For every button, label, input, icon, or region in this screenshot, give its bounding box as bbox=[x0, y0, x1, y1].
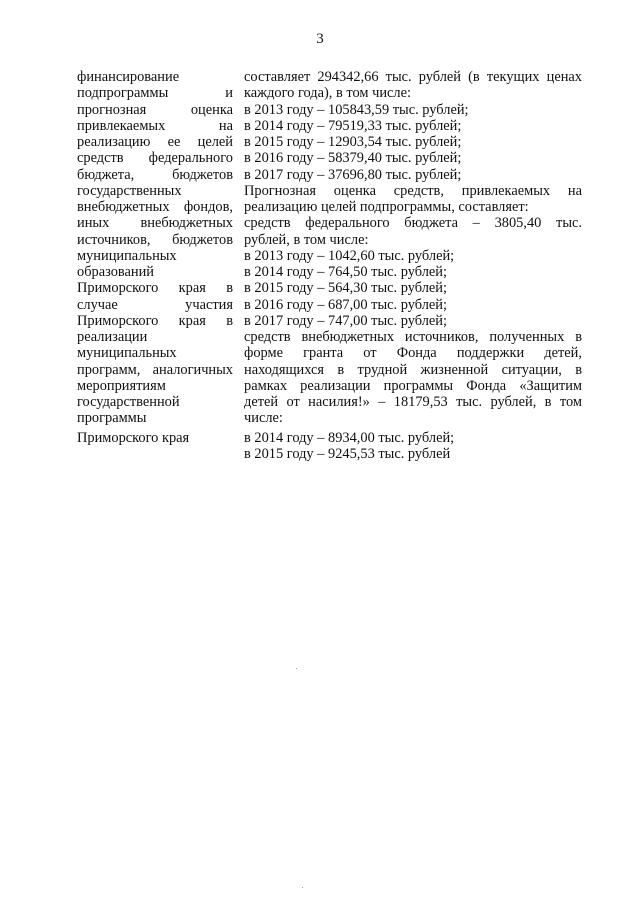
right-line: в 2016 году – 687,00 тыс. рублей; bbox=[244, 296, 447, 313]
left-line: Приморского края в bbox=[77, 312, 233, 329]
left-line: государственных bbox=[77, 182, 182, 199]
left-line: муниципальных bbox=[77, 345, 177, 362]
right-line: рамках реализации программы Фонда «Защитим bbox=[244, 377, 582, 394]
right-line: Прогнозная оценка средств, привлекаемых на bbox=[244, 182, 582, 199]
right-line: в 2016 году – 58379,40 тыс. рублей; bbox=[244, 150, 462, 167]
right-line: составляет 294342,66 тыс. рублей (в текущих ценах bbox=[244, 69, 582, 85]
left-line: бюджета, бюджетов bbox=[77, 166, 233, 183]
left-line: программ, аналогичных bbox=[77, 361, 233, 378]
right-line: форме гранта от Фонда поддержки детей, bbox=[244, 345, 582, 362]
left-line: Приморского края в bbox=[77, 280, 233, 297]
scan-speck bbox=[296, 668, 297, 669]
right-line: в 2015 году – 564,30 тыс. рублей; bbox=[244, 280, 447, 297]
left-column-label bbox=[77, 69, 233, 446]
right-line: в 2013 году – 105843,59 тыс. рублей; bbox=[244, 101, 469, 118]
left-line: Приморского края bbox=[77, 429, 190, 446]
right-line: средств внебюджетных источников, полученных в bbox=[244, 329, 582, 345]
right-line: в 2017 году – 37696,80 тыс. рублей; bbox=[244, 166, 462, 183]
left-line: случае участия bbox=[77, 296, 233, 313]
right-line: в 2015 году – 12903,54 тыс. рублей; bbox=[244, 134, 462, 150]
page-number: 3 bbox=[316, 31, 324, 47]
right-line: каждого года), в том числе: bbox=[244, 85, 411, 102]
right-line: рублей, в том числе: bbox=[244, 231, 369, 248]
right-line: числе: bbox=[244, 410, 283, 427]
right-line: находящихся в трудной жизненной ситуации, в bbox=[244, 361, 582, 378]
right-line: детей от насилия!» – 18179,53 тыс. рублей, в том bbox=[244, 394, 582, 410]
left-line: иных внебюджетных bbox=[77, 215, 233, 232]
left-line: образований bbox=[77, 264, 154, 280]
left-line: источников, бюджетов bbox=[77, 231, 233, 248]
left-line: муниципальных bbox=[77, 247, 177, 264]
left-line: реализацию ее целей bbox=[77, 134, 233, 150]
left-line: подпрограммы и bbox=[77, 85, 233, 102]
left-line: средств федерального bbox=[77, 150, 233, 167]
right-line: в 2017 году – 747,00 тыс. рублей; bbox=[244, 312, 447, 329]
left-line: привлекаемых на bbox=[77, 117, 233, 134]
left-line: реализации bbox=[77, 329, 148, 345]
left-line: программы bbox=[77, 410, 147, 427]
left-line: мероприятиям bbox=[77, 377, 166, 394]
right-line: в 2015 году – 9245,53 тыс. рублей bbox=[244, 445, 451, 462]
left-line: финансирование bbox=[77, 69, 180, 85]
left-line: государственной bbox=[77, 394, 180, 410]
right-line: реализацию целей подпрограммы, составляет: bbox=[244, 199, 529, 215]
right-line: в 2014 году – 79519,33 тыс. рублей; bbox=[244, 117, 462, 134]
left-line: внебюджетных фондов, bbox=[77, 199, 233, 215]
scan-speck bbox=[302, 887, 303, 888]
right-line: средств федерального бюджета – 3805,40 тыс. bbox=[244, 215, 582, 232]
right-column-value bbox=[244, 69, 582, 462]
right-line: в 2013 году – 1042,60 тыс. рублей; bbox=[244, 247, 455, 264]
left-line: прогнозная оценка bbox=[77, 101, 233, 118]
right-line: в 2014 году – 764,50 тыс. рублей; bbox=[244, 264, 447, 280]
right-line: в 2014 году – 8934,00 тыс. рублей; bbox=[244, 429, 455, 446]
